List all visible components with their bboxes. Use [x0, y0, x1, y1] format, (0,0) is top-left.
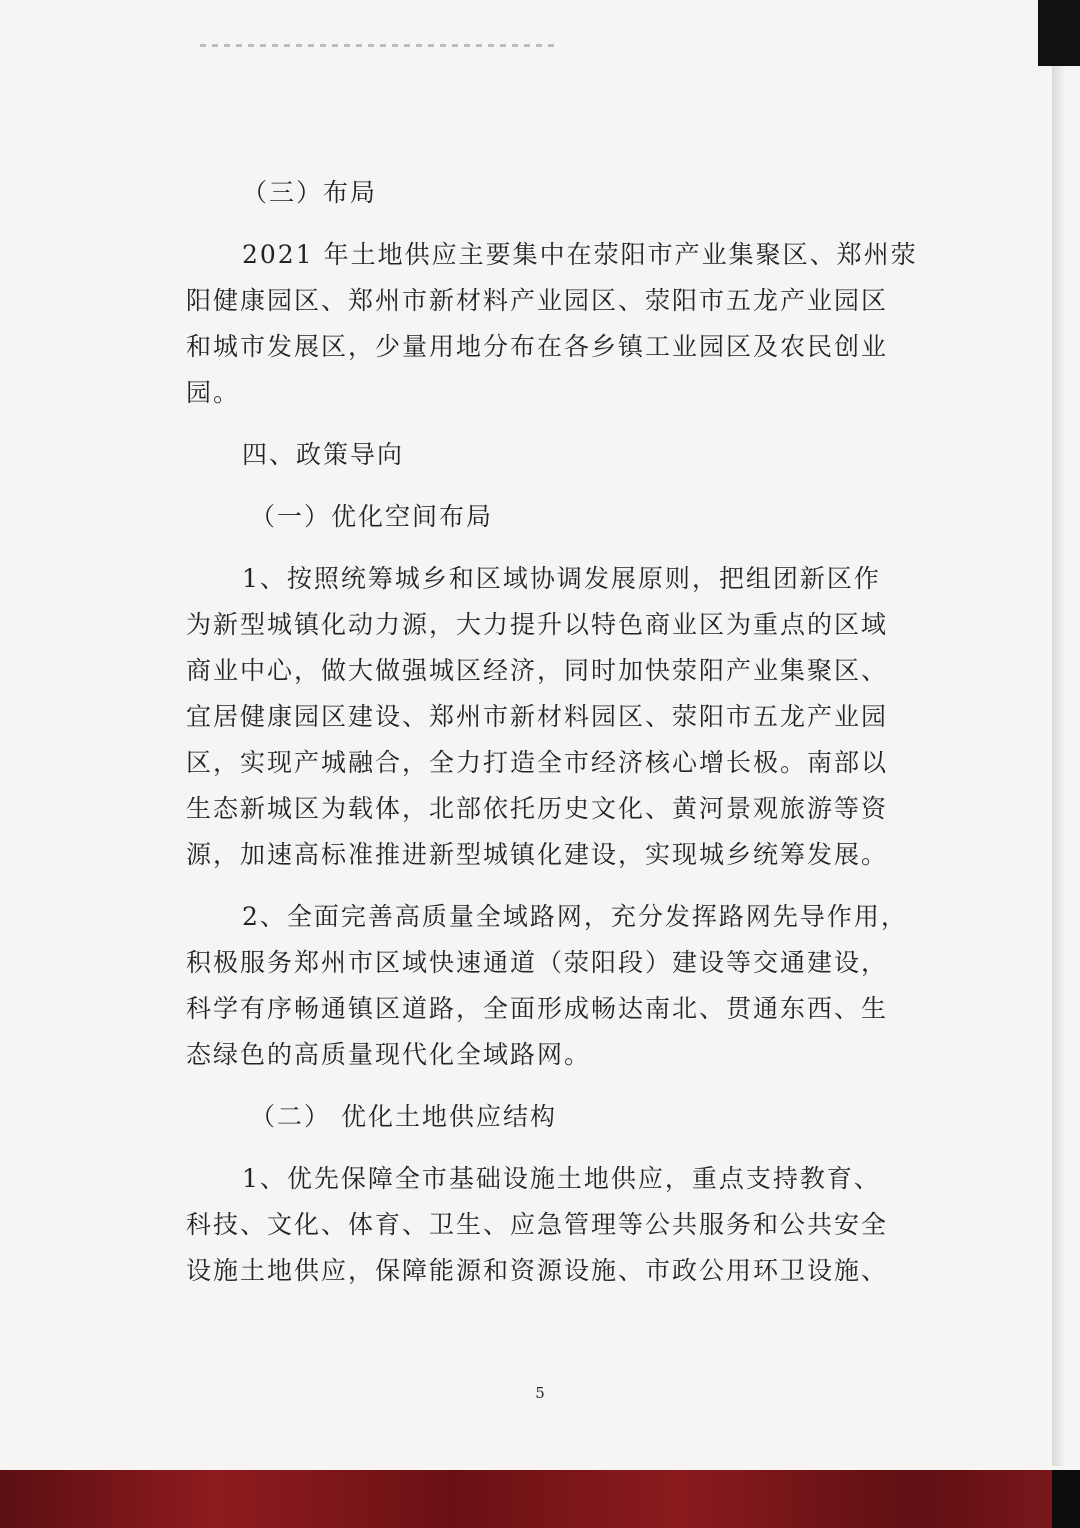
paragraph-gap — [186, 478, 896, 494]
paragraph-line: 商业中心，做大做强城区经济，同时加快荥阳产业集聚区、 — [186, 656, 889, 685]
paragraph-line: 科学有序畅通镇区道路，全面形成畅达南北、贯通东西、生 — [186, 994, 889, 1023]
subheading-land-supply-structure: （二） 优化土地供应结构 — [250, 1102, 557, 1131]
paragraph-gap — [186, 1078, 896, 1094]
subheading-space-layout: （一）优化空间布局 — [250, 502, 494, 531]
paragraph-line: 态绿色的高质量现代化全域路网。 — [186, 1040, 592, 1069]
scan-edge-right-thin — [1052, 66, 1064, 1466]
paragraph-line: 和城市发展区，少量用地分布在各乡镇工业园区及农民创业 — [186, 332, 889, 361]
scan-bottom-red-edge — [0, 1470, 1080, 1528]
paragraph-line: 园。 — [186, 378, 241, 407]
paragraph-gap — [186, 540, 896, 556]
paragraph-gap — [186, 1140, 896, 1156]
scan-top-line — [200, 44, 560, 47]
paragraph-line: 1、优先保障全市基础设施土地供应，重点支持教育、 — [242, 1164, 881, 1193]
paragraph-line: 2021 年土地供应主要集中在荥阳市产业集聚区、郑州荥 — [242, 240, 918, 269]
page-number: 5 — [535, 1384, 545, 1402]
scan-bottom-dark-edge — [1052, 1470, 1080, 1528]
paragraph-line: 积极服务郑州市区域快速通道（荥阳段）建设等交通建设， — [186, 948, 889, 977]
paragraph-gap — [186, 416, 896, 432]
paragraph-line: 2、全面完善高质量全域路网，充分发挥路网先导作用， — [242, 902, 908, 931]
scan-edge-right — [1038, 0, 1080, 66]
paragraph-line: 区，实现产城融合，全力打造全市经济核心增长极。南部以 — [186, 748, 889, 777]
paragraph-line: 设施土地供应，保障能源和资源设施、市政公用环卫设施、 — [186, 1256, 889, 1285]
paragraph-line: 宜居健康园区建设、郑州市新材料园区、荥阳市五龙产业园 — [186, 702, 889, 731]
section-heading-layout: （三）布局 — [242, 178, 378, 207]
paragraph-gap — [186, 216, 896, 232]
paragraph-line: 科技、文化、体育、卫生、应急管理等公共服务和公共安全 — [186, 1210, 889, 1239]
paragraph-line: 1、按照统筹城乡和区域协调发展原则，把组团新区作 — [242, 564, 881, 593]
document-body — [186, 170, 918, 1294]
section-heading-policy: 四、政策导向 — [242, 440, 405, 469]
paragraph-line: 源，加速高标准推进新型城镇化建设，实现城乡统筹发展。 — [186, 840, 889, 869]
paragraph-gap — [186, 878, 896, 894]
paragraph-line: 生态新城区为载体，北部依托历史文化、黄河景观旅游等资 — [186, 794, 889, 823]
paragraph-line: 为新型城镇化动力源，大力提升以特色商业区为重点的区域 — [186, 610, 889, 639]
paragraph-line: 阳健康园区、郑州市新材料产业园区、荥阳市五龙产业园区 — [186, 286, 889, 315]
